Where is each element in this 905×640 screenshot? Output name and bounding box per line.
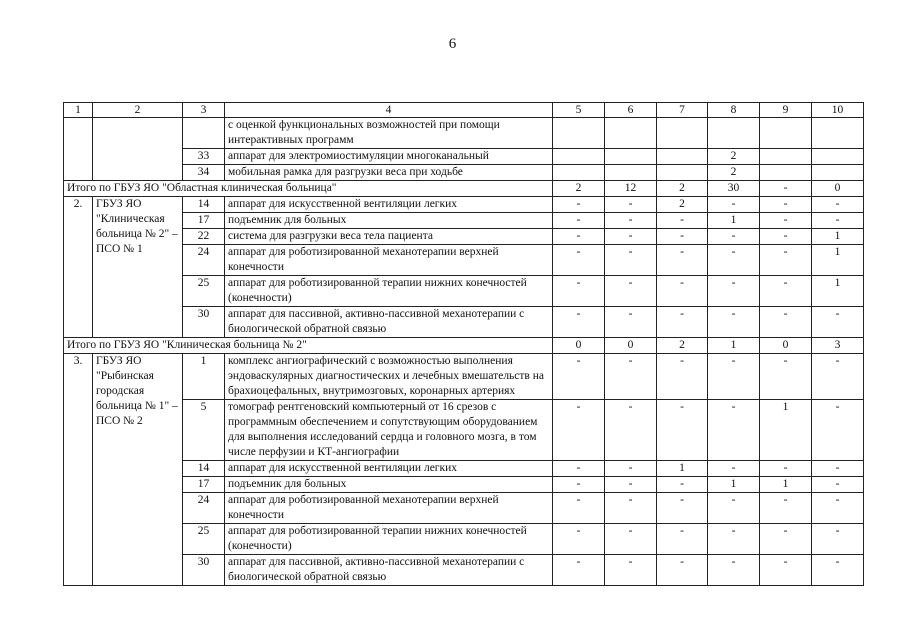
value-cell: 1 bbox=[760, 477, 812, 493]
value-cell: - bbox=[657, 307, 708, 338]
header-cell: 3 bbox=[183, 103, 225, 118]
item-number: 30 bbox=[183, 555, 225, 586]
equipment-table bbox=[63, 102, 864, 586]
item-number: 33 bbox=[183, 149, 225, 165]
value-cell: - bbox=[708, 229, 760, 245]
header-cell: 7 bbox=[657, 103, 708, 118]
item-description: аппарат для пассивной, активно-пассивной механотерапии с биологической обратной связью bbox=[225, 555, 553, 586]
value-cell: - bbox=[760, 197, 812, 213]
value-cell bbox=[657, 165, 708, 181]
value-cell: 1 bbox=[812, 245, 864, 276]
total-value: 12 bbox=[605, 181, 657, 197]
hospital-name: ГБУЗ ЯО "Клиническая больница № 2" – ПСО № 1 bbox=[93, 197, 183, 338]
total-value: 0 bbox=[812, 181, 864, 197]
value-cell: - bbox=[708, 461, 760, 477]
value-cell: 2 bbox=[657, 197, 708, 213]
header-cell: 6 bbox=[605, 103, 657, 118]
value-cell: - bbox=[657, 354, 708, 400]
value-cell: - bbox=[553, 400, 605, 461]
item-number: 5 bbox=[183, 400, 225, 461]
value-cell: - bbox=[760, 524, 812, 555]
item-number: 24 bbox=[183, 245, 225, 276]
item-number: 22 bbox=[183, 229, 225, 245]
value-cell: 1 bbox=[812, 229, 864, 245]
value-cell: - bbox=[760, 213, 812, 229]
value-cell: - bbox=[812, 493, 864, 524]
value-cell: - bbox=[553, 354, 605, 400]
table-row bbox=[64, 461, 864, 477]
value-cell: - bbox=[760, 276, 812, 307]
value-cell: - bbox=[605, 245, 657, 276]
value-cell: - bbox=[657, 477, 708, 493]
value-cell: - bbox=[657, 555, 708, 586]
value-cell bbox=[553, 165, 605, 181]
block-1-body bbox=[64, 118, 864, 197]
item-number: 1 bbox=[183, 354, 225, 400]
item-description: аппарат для искусственной вентиляции легких bbox=[225, 197, 553, 213]
table-row bbox=[64, 400, 864, 461]
value-cell: - bbox=[657, 229, 708, 245]
value-cell: - bbox=[760, 229, 812, 245]
value-cell: - bbox=[708, 555, 760, 586]
value-cell: - bbox=[605, 197, 657, 213]
item-description: аппарат для роботизированной механотерапии верхней конечности bbox=[225, 245, 553, 276]
value-cell bbox=[605, 118, 657, 149]
value-cell: 2 bbox=[708, 165, 760, 181]
total-value: 2 bbox=[657, 338, 708, 354]
item-description: система для разгрузки веса тела пациента bbox=[225, 229, 553, 245]
total-value: 3 bbox=[812, 338, 864, 354]
value-cell: - bbox=[708, 307, 760, 338]
value-cell: - bbox=[708, 524, 760, 555]
value-cell: - bbox=[605, 276, 657, 307]
value-cell: - bbox=[605, 524, 657, 555]
item-description: комплекс ангиографический с возможностью выполнения эндоваскулярных диагностических и лечебных вмешательств на брахиоцефальных, внутримозговых, коронарных артериях bbox=[225, 354, 553, 400]
value-cell: - bbox=[553, 245, 605, 276]
value-cell: - bbox=[605, 229, 657, 245]
item-description: аппарат для электромиостимуляции многоканальный bbox=[225, 149, 553, 165]
header-cell: 9 bbox=[760, 103, 812, 118]
value-cell: - bbox=[553, 307, 605, 338]
block-2-body bbox=[64, 197, 864, 354]
value-cell: - bbox=[553, 229, 605, 245]
value-cell: - bbox=[657, 493, 708, 524]
value-cell bbox=[760, 149, 812, 165]
total-value: 30 bbox=[708, 181, 760, 197]
total-label: Итого по ГБУЗ ЯО "Клиническая больница № 2" bbox=[64, 338, 553, 354]
value-cell: - bbox=[605, 477, 657, 493]
value-cell: - bbox=[708, 197, 760, 213]
table-row bbox=[64, 213, 864, 229]
value-cell bbox=[553, 149, 605, 165]
item-number: 14 bbox=[183, 197, 225, 213]
hospital-name bbox=[93, 118, 183, 181]
item-number: 17 bbox=[183, 477, 225, 493]
value-cell: 1 bbox=[708, 213, 760, 229]
page-number: 6 bbox=[448, 36, 457, 52]
table-row bbox=[64, 276, 864, 307]
item-description: аппарат для пассивной, активно-пассивной механотерапии с биологической обратной связью bbox=[225, 307, 553, 338]
total-value: 2 bbox=[657, 181, 708, 197]
value-cell bbox=[760, 165, 812, 181]
value-cell: 2 bbox=[708, 149, 760, 165]
header-row bbox=[64, 103, 864, 118]
table-row bbox=[64, 555, 864, 586]
value-cell: - bbox=[760, 307, 812, 338]
table-row bbox=[64, 524, 864, 555]
value-cell: - bbox=[760, 245, 812, 276]
value-cell: - bbox=[553, 524, 605, 555]
value-cell: - bbox=[812, 400, 864, 461]
value-cell: - bbox=[812, 307, 864, 338]
table-row bbox=[64, 354, 864, 400]
value-cell: - bbox=[760, 354, 812, 400]
header-cell: 10 bbox=[812, 103, 864, 118]
value-cell: - bbox=[605, 461, 657, 477]
value-cell: - bbox=[812, 524, 864, 555]
header-cell: 4 bbox=[225, 103, 553, 118]
value-cell bbox=[760, 118, 812, 149]
value-cell: - bbox=[605, 555, 657, 586]
row-index: 2. bbox=[64, 197, 93, 338]
value-cell: - bbox=[708, 354, 760, 400]
value-cell: - bbox=[760, 555, 812, 586]
value-cell bbox=[605, 149, 657, 165]
value-cell: 1 bbox=[812, 276, 864, 307]
total-label: Итого по ГБУЗ ЯО "Областная клиническая больница" bbox=[64, 181, 553, 197]
value-cell: - bbox=[812, 197, 864, 213]
total-value: 0 bbox=[760, 338, 812, 354]
value-cell: - bbox=[708, 276, 760, 307]
value-cell: - bbox=[812, 213, 864, 229]
value-cell bbox=[605, 165, 657, 181]
item-number: 17 bbox=[183, 213, 225, 229]
value-cell: - bbox=[605, 493, 657, 524]
value-cell bbox=[657, 149, 708, 165]
value-cell: - bbox=[657, 276, 708, 307]
item-description: аппарат для искусственной вентиляции легких bbox=[225, 461, 553, 477]
item-description: с оценкой функциональных возможностей при помощи интерактивных программ bbox=[225, 118, 553, 149]
value-cell: - bbox=[553, 461, 605, 477]
table-row bbox=[64, 477, 864, 493]
value-cell: - bbox=[553, 493, 605, 524]
value-cell: 1 bbox=[657, 461, 708, 477]
header-cell: 5 bbox=[553, 103, 605, 118]
item-description: мобильная рамка для разгрузки веса при ходьбе bbox=[225, 165, 553, 181]
value-cell: - bbox=[812, 461, 864, 477]
total-value: 1 bbox=[708, 338, 760, 354]
value-cell: - bbox=[657, 213, 708, 229]
value-cell: - bbox=[812, 555, 864, 586]
value-cell bbox=[657, 118, 708, 149]
item-description: аппарат для роботизированной терапии нижних конечностей (конечности) bbox=[225, 276, 553, 307]
value-cell: - bbox=[708, 493, 760, 524]
block-3-body bbox=[64, 354, 864, 586]
item-description: аппарат для роботизированной механотерапии верхней конечности bbox=[225, 493, 553, 524]
value-cell: - bbox=[605, 307, 657, 338]
value-cell: - bbox=[605, 213, 657, 229]
total-value: 0 bbox=[605, 338, 657, 354]
row-index bbox=[64, 118, 93, 181]
table-row bbox=[64, 229, 864, 245]
total-value: 0 bbox=[553, 338, 605, 354]
value-cell: - bbox=[760, 493, 812, 524]
value-cell: - bbox=[760, 461, 812, 477]
total-value: - bbox=[760, 181, 812, 197]
value-cell bbox=[812, 165, 864, 181]
item-description: аппарат для роботизированной терапии нижних конечностей (конечности) bbox=[225, 524, 553, 555]
item-description: подъемник для больных bbox=[225, 477, 553, 493]
value-cell: 1 bbox=[708, 477, 760, 493]
item-number: 25 bbox=[183, 276, 225, 307]
total-row bbox=[64, 338, 864, 354]
value-cell bbox=[812, 118, 864, 149]
value-cell: - bbox=[657, 245, 708, 276]
value-cell bbox=[708, 118, 760, 149]
value-cell: - bbox=[553, 276, 605, 307]
table-row bbox=[64, 165, 864, 181]
total-row bbox=[64, 181, 864, 197]
value-cell: - bbox=[553, 213, 605, 229]
value-cell bbox=[553, 118, 605, 149]
value-cell: - bbox=[657, 524, 708, 555]
value-cell: - bbox=[605, 354, 657, 400]
item-description: томограф рентгеновский компьютерный от 16 срезов с программным обеспечением и сопутствующим оборудованием для выполнения исследований сердца и головного мозга, в том числе перфузии и КТ-ангиографии bbox=[225, 400, 553, 461]
value-cell: - bbox=[553, 477, 605, 493]
item-number: 24 bbox=[183, 493, 225, 524]
row-index: 3. bbox=[64, 354, 93, 586]
item-number: 25 bbox=[183, 524, 225, 555]
value-cell: - bbox=[657, 400, 708, 461]
item-description: подъемник для больных bbox=[225, 213, 553, 229]
header-cell: 8 bbox=[708, 103, 760, 118]
table-row bbox=[64, 197, 864, 213]
item-number: 34 bbox=[183, 165, 225, 181]
hospital-name: ГБУЗ ЯО "Рыбинская городская больница № 1" – ПСО № 2 bbox=[93, 354, 183, 586]
value-cell: 1 bbox=[760, 400, 812, 461]
table-row bbox=[64, 149, 864, 165]
table-row bbox=[64, 493, 864, 524]
value-cell: - bbox=[553, 197, 605, 213]
value-cell: - bbox=[708, 245, 760, 276]
total-value: 2 bbox=[553, 181, 605, 197]
value-cell: - bbox=[812, 477, 864, 493]
value-cell: - bbox=[708, 400, 760, 461]
value-cell bbox=[812, 149, 864, 165]
table-row bbox=[64, 118, 864, 149]
table-row bbox=[64, 245, 864, 276]
value-cell: - bbox=[553, 555, 605, 586]
value-cell: - bbox=[605, 400, 657, 461]
header-cell: 2 bbox=[93, 103, 183, 118]
header-cell: 1 bbox=[64, 103, 93, 118]
table-row bbox=[64, 307, 864, 338]
item-number bbox=[183, 118, 225, 149]
value-cell: - bbox=[812, 354, 864, 400]
item-number: 30 bbox=[183, 307, 225, 338]
item-number: 14 bbox=[183, 461, 225, 477]
